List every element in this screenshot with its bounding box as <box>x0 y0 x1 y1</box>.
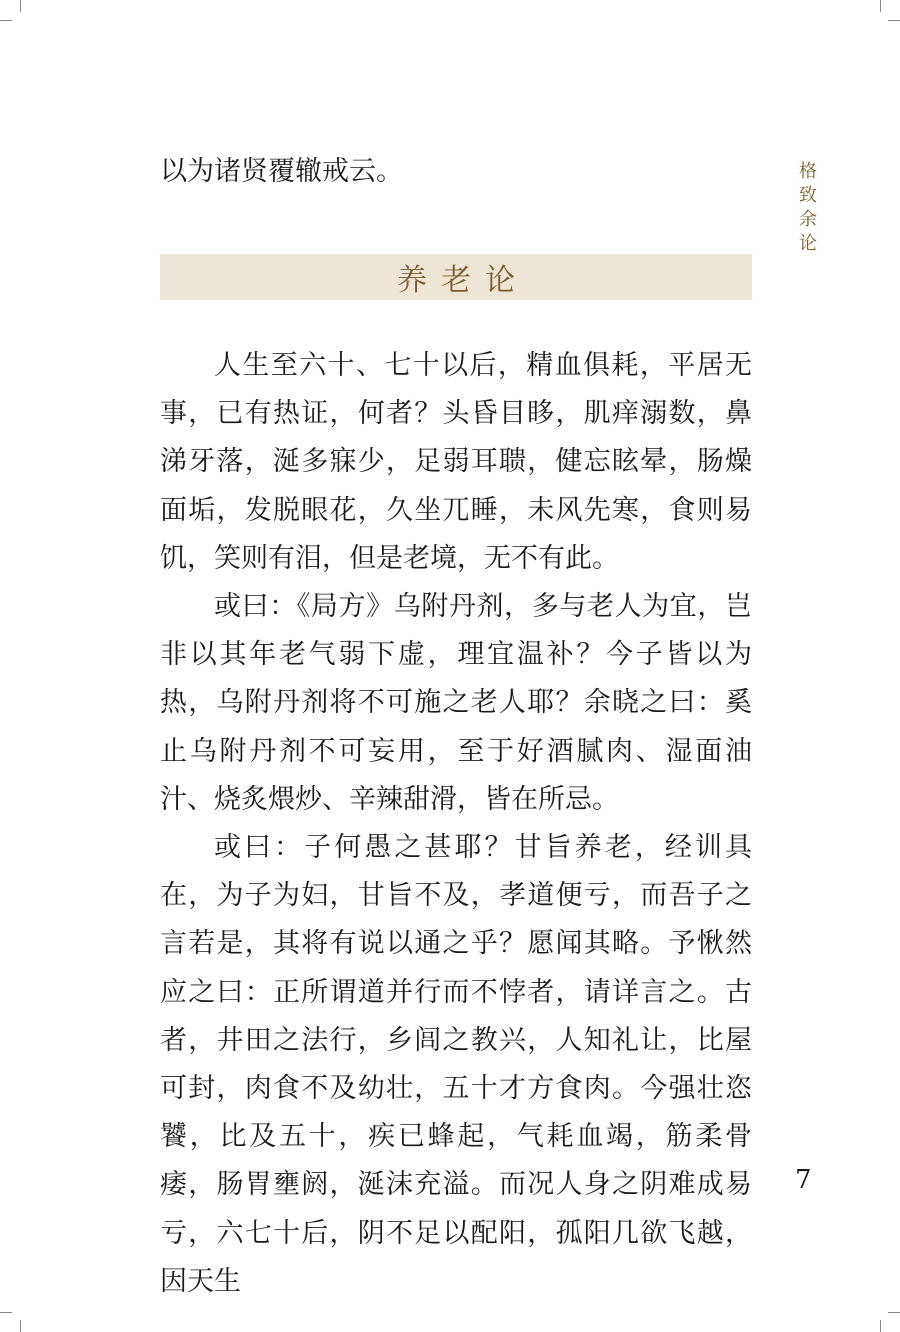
crop-mark-top-left-h <box>0 20 12 21</box>
section-title: 养老论 <box>397 263 529 298</box>
crop-mark-top-left-v <box>20 0 21 12</box>
crop-mark-bottom-right-h <box>888 1312 900 1313</box>
intro-line: 以为诸贤覆辙戒云。 <box>160 156 403 187</box>
main-text <box>160 342 752 1306</box>
crop-mark-bottom-left-h <box>0 1312 12 1313</box>
running-head: 格致余论 <box>799 161 817 254</box>
crop-mark-top-right-v <box>880 0 881 12</box>
crop-mark-bottom-left-v <box>20 1320 21 1332</box>
crop-mark-bottom-right-v <box>880 1320 881 1332</box>
page-body <box>160 148 752 196</box>
paragraph-2: 或曰：《局方》乌附丹剂，多与老人为宜，岂非以其年老气弱下虚，理宜温补？今子皆以为热，乌附丹剂将不可施之老人耶？余晓之曰：奚止乌附丹剂不可妄用，至于好酒腻肉、湿面油汁、烧炙煨炒、辛辣甜滑，皆在所忌。 <box>160 591 752 815</box>
paragraph-1: 人生至六十、七十以后，精血俱耗，平居无事，已有热证，何者？头昏目眵，肌痒溺数，鼻涕牙落，涎多寐少，足弱耳聩，健忘眩晕，肠燥面垢，发脱眼花，久坐兀睡，未风先寒，食则易饥，笑则有泪，但是老境，无不有此。 <box>160 350 752 574</box>
paragraph-3: 或曰：子何愚之甚耶？甘旨养老，经训具在，为子为妇，甘旨不及，孝道便亏，而吾子之言若是，其将有说以通之乎？愿闻其略。予愀然应之曰：正所谓道并行而不悖者，请详言之。古者，井田之法行，乡闾之教兴，人知礼让，比屋可封，肉食不及幼壮，五十才方食肉。今强壮恣饕，比及五十，疾已蜂起，气耗血竭，筋柔骨痿，肠胃壅阏，涎沫充溢。而况人身之阴难成易亏，六七十后，阴不足以配阳，孤阳几欲飞越，因天生 <box>160 832 752 1297</box>
page-number: 7 <box>795 1165 812 1195</box>
section-banner <box>160 254 752 300</box>
crop-mark-top-right-h <box>888 20 900 21</box>
